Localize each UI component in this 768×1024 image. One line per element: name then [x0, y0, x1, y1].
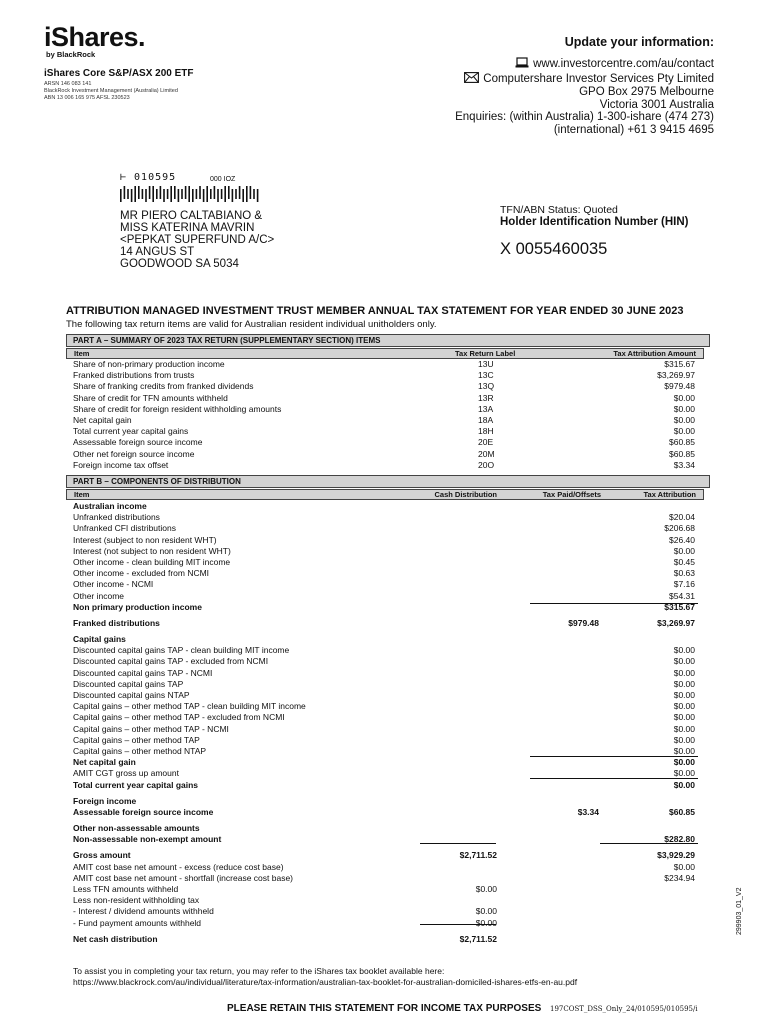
barcode-bar: [160, 186, 162, 199]
address-line: GOODWOOD SA 5034: [120, 258, 239, 270]
address-line: <PEPKAT SUPERFUND A/C>: [120, 234, 275, 246]
barcode-bar: [206, 186, 208, 202]
barcode-bar: [131, 189, 133, 202]
mailing-address: [120, 210, 274, 270]
contact-web-link[interactable]: www.investorcentre.com/au/contact: [533, 58, 714, 70]
side-code: 299903_01_V2: [736, 887, 743, 935]
item-label: Discounted capital gains NTAP: [73, 690, 190, 700]
tax-attribution: $54.31: [669, 590, 695, 601]
tax-attribution: $0.00: [673, 723, 695, 734]
barcode-bar: [188, 186, 190, 202]
part-a-header: [66, 348, 704, 359]
table-row: [73, 645, 695, 656]
table-row: [73, 634, 695, 645]
table-row: [73, 381, 695, 392]
tax-attribution: $282.80: [664, 834, 695, 845]
tax-attribution-amount: $979.48: [664, 381, 695, 392]
item-label: Australian income: [73, 501, 147, 511]
total-rule: [530, 778, 698, 779]
tax-attribution: $60.85: [669, 806, 695, 817]
item-label: Other income - NCMI: [73, 579, 154, 590]
barcode-bar: [170, 186, 172, 202]
barcode-bar: [235, 189, 237, 199]
mail-line-3: Victoria 3001 Australia: [599, 98, 714, 111]
statement-title: ATTRIBUTION MANAGED INVESTMENT TRUST MEMBER ANNUAL TAX STATEMENT FOR YEAR ENDED 30 JUNE 2023: [66, 305, 684, 317]
tax-attribution: $0.00: [673, 745, 695, 756]
item-label: Assessable foreign source income: [73, 437, 203, 448]
item-label: Unfranked distributions: [73, 512, 160, 523]
item-label: Share of franking credits from franked dividends: [73, 381, 254, 392]
table-row: [73, 668, 695, 679]
tax-attribution: $0.00: [673, 734, 695, 745]
table-row: [73, 906, 695, 917]
fund-abn: ABN 13 006 165 975 AFSL 230523: [44, 95, 130, 101]
part-a-title: PART A – SUMMARY OF 2023 TAX RETURN (SUPPLEMENTARY SECTION) ITEMS: [66, 334, 710, 347]
barcode-bar: [203, 189, 205, 202]
table-row: [73, 712, 695, 723]
item-label: Share of credit for foreign resident withholding amounts: [73, 403, 282, 414]
table-row: [73, 557, 695, 568]
mailing-codes: 000 IOZ: [210, 176, 236, 183]
item-label: Foreign income: [73, 795, 137, 806]
col-tax-attribution: Tax Attribution: [643, 490, 696, 499]
item-label: Non primary production income: [73, 601, 202, 612]
contact-block: [455, 57, 714, 136]
table-row: [73, 404, 695, 415]
update-info-title: Update your information:: [564, 35, 714, 49]
tax-attribution: $0.00: [673, 678, 695, 689]
tax-return-label: 13R: [478, 392, 494, 403]
envelope-icon: [464, 72, 479, 87]
tax-return-label: 20O: [478, 459, 495, 470]
ishares-logo: iShares.: [44, 22, 146, 52]
tax-attribution: $206.68: [664, 523, 695, 534]
item-label: Foreign income tax offset: [73, 459, 169, 470]
mailing-reference: ⊢ 010595: [120, 172, 177, 183]
item-label: Share of credit for TFN amounts withheld: [73, 392, 228, 403]
barcode-bar: [120, 189, 122, 202]
item-label: Other net foreign source income: [73, 448, 195, 459]
table-row: [73, 735, 695, 746]
barcode-bar: [127, 189, 129, 199]
table-row: [73, 873, 695, 884]
enquiries-line-1: Enquiries: (within Australia) 1-300-ishare (474 273): [455, 111, 714, 123]
tax-booklet-note: [73, 966, 577, 988]
barcode-bar: [192, 189, 194, 202]
item-label: Gross amount: [73, 850, 131, 861]
item-label: Capital gains – other method TAP: [73, 734, 200, 745]
item-label: Capital gains: [73, 634, 126, 645]
table-row: [73, 757, 695, 768]
part-b-header: [66, 489, 704, 500]
item-label: Capital gains – other method NTAP: [73, 745, 207, 756]
tax-paid-offsets: $979.48: [568, 617, 599, 628]
barcode-bar: [181, 189, 183, 199]
table-row: [73, 807, 695, 818]
item-label: Other income: [73, 590, 125, 601]
item-label: Other non-assessable amounts: [73, 823, 200, 834]
barcode-bar: [217, 189, 219, 202]
barcode-bar: [145, 189, 147, 202]
tax-attribution: $0.00: [673, 667, 695, 678]
blackrock-sublogo: by BlackRock: [46, 50, 96, 59]
item-label: Less non-resident withholding tax: [73, 895, 200, 906]
tax-return-label: 13C: [478, 370, 494, 381]
barcode-bar: [239, 186, 241, 199]
tax-booklet-link[interactable]: https://www.blackrock.com/au/individual/literature/tax-information/australian-tax-booklet-for-australian-domiciled-ishares-etfs-en-au.pdf: [73, 977, 578, 987]
tax-attribution: $3,269.97: [657, 617, 695, 628]
barcode-bar: [185, 186, 187, 199]
tax-return-label: 13A: [478, 403, 494, 414]
table-row: [73, 862, 695, 873]
item-label: Non-assessable non-exempt amount: [73, 834, 222, 845]
barcode-bar: [167, 189, 169, 199]
table-row: [73, 618, 695, 629]
tax-attribution: $3,929.29: [657, 850, 695, 861]
item-label: Net capital gain: [73, 414, 132, 425]
table-row: [73, 546, 695, 557]
tax-attribution: $0.00: [673, 645, 695, 656]
tax-attribution-amount: $60.85: [669, 448, 695, 459]
table-row: [73, 823, 695, 834]
table-row: [73, 796, 695, 807]
table-row: [73, 724, 695, 735]
item-label: Capital gains – other method TAP - clean building MIT income: [73, 701, 306, 712]
table-row: [73, 690, 695, 701]
address-line: MR PIERO CALTABIANO &: [120, 210, 263, 222]
laptop-icon: [515, 57, 529, 72]
tax-return-label: 18A: [478, 414, 494, 425]
tax-attribution: $0.00: [673, 701, 695, 712]
fund-arsn: ARSN 146 083 141: [44, 81, 92, 87]
statement-subtitle: The following tax return items are valid for Australian resident individual unitholders only.: [66, 319, 437, 330]
tax-attribution-amount: $315.67: [664, 359, 695, 369]
barcode-bar: [196, 189, 198, 199]
tax-return-label: 13U: [478, 359, 494, 369]
tax-attribution-amount: $0.00: [673, 403, 695, 414]
barcode-bar: [257, 189, 259, 202]
enquiries-line-2: (international) +61 3 9415 4695: [553, 123, 714, 136]
barcode-bar: [221, 189, 223, 199]
col-item: Item: [74, 349, 90, 358]
mail-line-1: Computershare Investor Services Pty Limited: [483, 72, 714, 85]
table-row: [73, 918, 695, 929]
table-row: [73, 934, 695, 945]
tax-attribution-amount: $3.34: [673, 459, 695, 470]
barcode-bar: [210, 189, 212, 199]
part-b-title: PART B – COMPONENTS OF DISTRIBUTION: [66, 475, 710, 488]
table-row: [73, 656, 695, 667]
item-label: Franked distributions from trusts: [73, 370, 195, 381]
barcode-bar: [228, 186, 230, 199]
table-row: [73, 701, 695, 712]
item-label: Interest (not subject to non resident WHT): [73, 545, 231, 556]
tax-attribution: $0.00: [673, 712, 695, 723]
item-label: Total current year capital gains: [73, 779, 199, 790]
item-label: Capital gains – other method TAP - NCMI: [73, 723, 229, 734]
address-line: MISS KATERINA MAVRIN: [120, 222, 255, 234]
col-tax-paid-offsets: Tax Paid/Offsets: [542, 490, 601, 499]
tax-attribution: $234.94: [664, 872, 695, 883]
item-label: AMIT CGT gross up amount: [73, 768, 179, 779]
barcode-bar: [242, 189, 244, 202]
barcode-bar: [199, 186, 201, 199]
item-label: Capital gains – other method TAP - excluded from NCMI: [73, 712, 285, 723]
barcode-bar: [250, 186, 252, 199]
retain-notice: PLEASE RETAIN THIS STATEMENT FOR INCOME TAX PURPOSES: [227, 1003, 542, 1014]
item-label: Discounted capital gains TAP - NCMI: [73, 667, 213, 678]
table-row: [73, 426, 695, 437]
barcode-bar: [232, 189, 234, 202]
item-label: Share of non-primary production income: [73, 359, 225, 369]
barcode-bar: [253, 189, 255, 199]
barcode-bar: [156, 189, 158, 199]
tax-attribution-amount: $3,269.97: [657, 370, 695, 381]
total-rule: [530, 603, 698, 604]
col-tax-return-label: Tax Return Label: [455, 349, 516, 358]
tfn-status: TFN/ABN Status: Quoted: [500, 204, 618, 216]
barcode-bar: [174, 186, 176, 199]
table-row: [73, 512, 695, 523]
barcode-bar: [246, 186, 248, 202]
table-row: [73, 415, 695, 426]
table-row: [73, 780, 695, 791]
barcode-bar: [124, 186, 126, 199]
item-label: Interest (subject to non resident WHT): [73, 534, 217, 545]
tax-attribution-amount: $0.00: [673, 414, 695, 425]
cash-distribution: $0.00: [475, 917, 497, 928]
barcode-bar: [224, 186, 226, 202]
item-label: AMIT cost base net amount - excess (reduce cost base): [73, 861, 284, 872]
tax-attribution: $7.16: [673, 579, 695, 590]
tax-attribution: $0.00: [673, 861, 695, 872]
table-row: [73, 535, 695, 546]
table-row: [73, 359, 695, 370]
tax-attribution: $0.00: [673, 757, 695, 768]
tax-return-label: 13Q: [478, 381, 495, 392]
item-label: Discounted capital gains TAP: [73, 678, 184, 689]
tax-attribution-amount: $0.00: [673, 426, 695, 437]
mail-line-2: GPO Box 2975 Melbourne: [579, 86, 714, 98]
total-rule: [420, 843, 496, 844]
total-rule: [600, 843, 698, 844]
tax-attribution: $0.00: [673, 768, 695, 779]
item-label: Net cash distribution: [73, 933, 158, 944]
item-label: Discounted capital gains TAP - excluded from NCMI: [73, 656, 269, 667]
col-tax-attribution-amount: Tax Attribution Amount: [613, 349, 696, 358]
cash-distribution: $0.00: [475, 884, 497, 894]
tax-attribution: $26.40: [669, 534, 695, 545]
item-label: Assessable foreign source income: [73, 806, 214, 817]
barcode-bar: [152, 186, 154, 202]
barcode-bar: [149, 186, 151, 199]
table-row: [73, 437, 695, 448]
table-row: [73, 393, 695, 404]
item-label: Total current year capital gains: [73, 426, 189, 437]
document-code: 197COST_DSS_Only_24/010595/010595/i: [550, 1005, 698, 1013]
address-line: 14 ANGUS ST: [120, 246, 195, 258]
barcode-bar: [138, 186, 140, 199]
item-label: Franked distributions: [73, 617, 160, 628]
item-label: Other income - clean building MIT income: [73, 556, 231, 567]
tax-attribution: $20.04: [669, 512, 695, 523]
table-row: [73, 523, 695, 534]
item-label: AMIT cost base net amount - shortfall (increase cost base): [73, 872, 293, 883]
total-rule: [530, 756, 698, 757]
item-label: - Interest / dividend amounts withheld: [73, 906, 214, 917]
tax-attribution-amount: $60.85: [669, 437, 695, 448]
item-label: Less TFN amounts withheld: [73, 884, 179, 894]
tax-attribution: $0.00: [673, 690, 695, 700]
tax-attribution: $0.00: [673, 779, 695, 790]
table-row: [73, 591, 695, 602]
table-row: [73, 460, 695, 471]
cash-distribution: $2,711.52: [459, 850, 497, 861]
cash-distribution: $2,711.52: [459, 933, 497, 944]
barcode-bar: [214, 186, 216, 199]
item-label: Other income - excluded from NCMI: [73, 568, 210, 579]
table-row: [73, 579, 695, 590]
cash-distribution: $0.00: [475, 906, 497, 917]
table-row: [73, 370, 695, 381]
barcode-bar: [142, 189, 144, 199]
tax-return-label: 20E: [478, 437, 494, 448]
part-a-table: [73, 359, 695, 471]
table-row: [73, 884, 695, 895]
total-rule: [420, 924, 496, 925]
table-row: [73, 568, 695, 579]
tax-attribution: $0.00: [673, 545, 695, 556]
tax-attribution: $0.63: [673, 568, 695, 579]
barcode-bar: [178, 189, 180, 202]
hin-label: Holder Identification Number (HIN): [500, 216, 689, 228]
item-label: Unfranked CFI distributions: [73, 523, 176, 534]
barcode-bar: [163, 189, 165, 202]
tax-paid-offsets: $3.34: [577, 806, 599, 817]
tax-attribution: $315.67: [664, 601, 695, 612]
hin-value: X 0055460035: [500, 240, 608, 258]
table-row: [73, 679, 695, 690]
fund-issuer: BlackRock Investment Management (Australia) Limited: [44, 88, 178, 94]
table-row: [73, 895, 695, 906]
tax-return-label: 18H: [478, 426, 494, 437]
tax-attribution: $0.45: [673, 556, 695, 567]
item-label: - Fund payment amounts withheld: [73, 917, 202, 928]
item-label: Net capital gain: [73, 757, 136, 768]
table-row: [73, 449, 695, 460]
col-cash-distribution: Cash Distribution: [434, 490, 497, 499]
fund-name: iShares Core S&P/ASX 200 ETF: [44, 68, 194, 79]
tax-attribution: $0.00: [673, 656, 695, 667]
table-row: [73, 850, 695, 861]
tax-attribution-amount: $0.00: [673, 392, 695, 403]
part-b-table: [73, 501, 695, 945]
postal-barcode: [120, 186, 270, 206]
col-item: Item: [74, 490, 90, 499]
fund-meta: [44, 81, 178, 102]
table-row: [73, 501, 695, 512]
item-label: Discounted capital gains TAP - clean building MIT income: [73, 645, 290, 656]
tax-return-label: 20M: [478, 448, 495, 459]
tax-booklet-text: To assist you in completing your tax return, you may refer to the iShares tax booklet available here:: [73, 966, 445, 976]
barcode-bar: [134, 186, 136, 202]
